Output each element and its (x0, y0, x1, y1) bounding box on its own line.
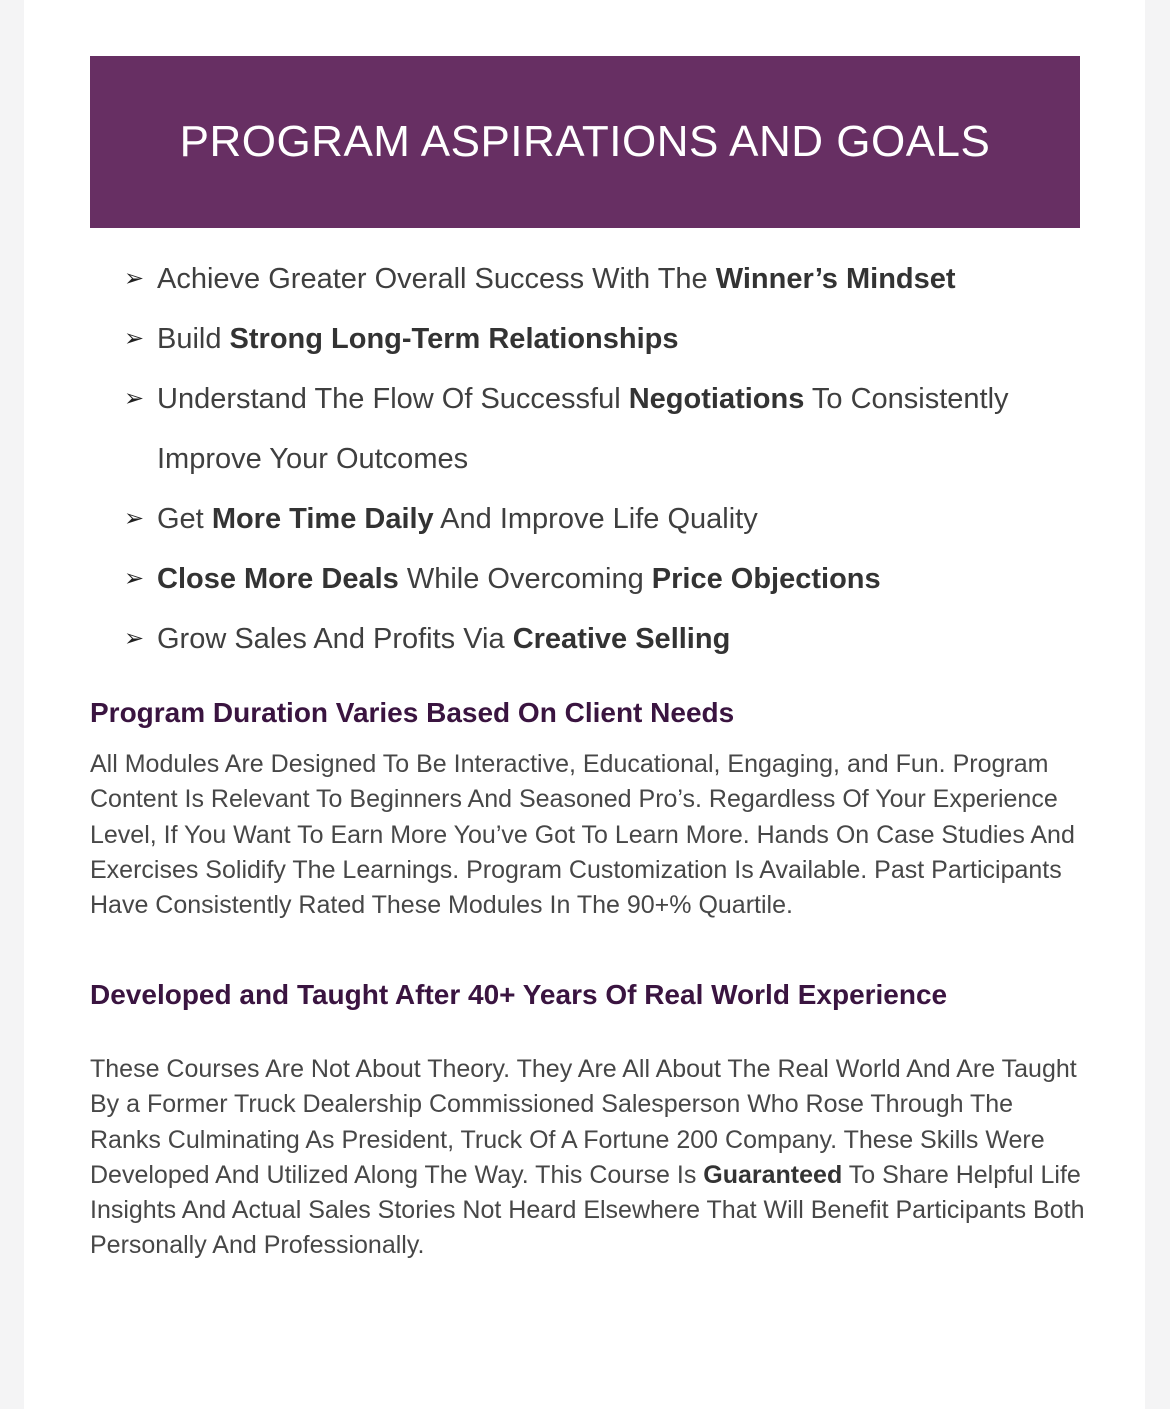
goal-text: Get (157, 503, 212, 535)
goal-text: Grow Sales And Profits Via (157, 623, 513, 655)
goal-emphasis: More Time Daily (211, 503, 434, 535)
experience-paragraph (90, 1052, 1090, 1264)
document-page (24, 0, 1145, 1409)
arrowhead-bullet-icon: ➢ (124, 385, 145, 412)
goal-text: And Improve Life Quality (433, 503, 758, 535)
title-banner (90, 56, 1080, 228)
page-title: PROGRAM ASPIRATIONS AND GOALS (179, 117, 991, 166)
goal-emphasis: Creative Selling (512, 623, 731, 655)
goal-emphasis: Winner’s Mindset (715, 263, 956, 295)
list-item (124, 549, 1084, 609)
experience-text: These Courses Are Not About Theory. They Are All About The Real World And Are Taught By a Former Truck Dealership Commissioned Salesperson Who Rose Through The Ranks Culminating As President, Truck Of A Fortune 200 Company. These Skills Were Developed And Utilized Along The Way. This Course Is (90, 1055, 1077, 1189)
goal-emphasis: Price Objections (651, 563, 881, 595)
goal-text: Understand The Flow Of Successful (157, 383, 629, 415)
goal-emphasis: Close More Deals (157, 563, 399, 595)
experience-emphasis: Guaranteed (703, 1160, 843, 1189)
duration-paragraph: All Modules Are Designed To Be Interactive, Educational, Engaging, and Fun. Program Content Is Relevant To Beginners And Seasoned Pro’s. Regardless Of Your Experience Level, If You Want To Earn More You’ve Got To Learn More. Hands On Case Studies And Exercises Solidify The Learnings. Program Customization Is Available. Past Participants Have Consistently Rated These Modules In The 90+% Quartile. (90, 750, 1075, 920)
list-item (124, 369, 1084, 489)
arrowhead-bullet-icon: ➢ (124, 565, 145, 592)
list-item (124, 609, 1084, 669)
goal-text: Build (157, 323, 230, 355)
goal-text: While Overcoming (398, 563, 652, 595)
arrowhead-bullet-icon: ➢ (124, 625, 145, 652)
arrowhead-bullet-icon: ➢ (124, 505, 145, 532)
goal-emphasis: Strong Long-Term Relationships (229, 323, 679, 355)
list-item (124, 249, 1084, 309)
arrowhead-bullet-icon: ➢ (124, 325, 145, 352)
arrowhead-bullet-icon: ➢ (124, 265, 145, 292)
list-item (124, 309, 1084, 369)
goals-list (124, 249, 1084, 669)
duration-heading: Program Duration Varies Based On Client Needs (90, 697, 735, 728)
experience-heading: Developed and Taught After 40+ Years Of Real World Experience (90, 979, 948, 1010)
goal-emphasis: Negotiations (628, 383, 805, 415)
goal-text: To Consistently Improve Your Outcomes (157, 383, 1009, 475)
experience-text: To Share Helpful Life Insights And Actual Sales Stories Not Heard Elsewhere That Will Benefit Participants Both Personally And Professionally. (90, 1160, 1085, 1260)
list-item (124, 489, 1084, 549)
goal-text: Achieve Greater Overall Success With The (157, 263, 716, 295)
